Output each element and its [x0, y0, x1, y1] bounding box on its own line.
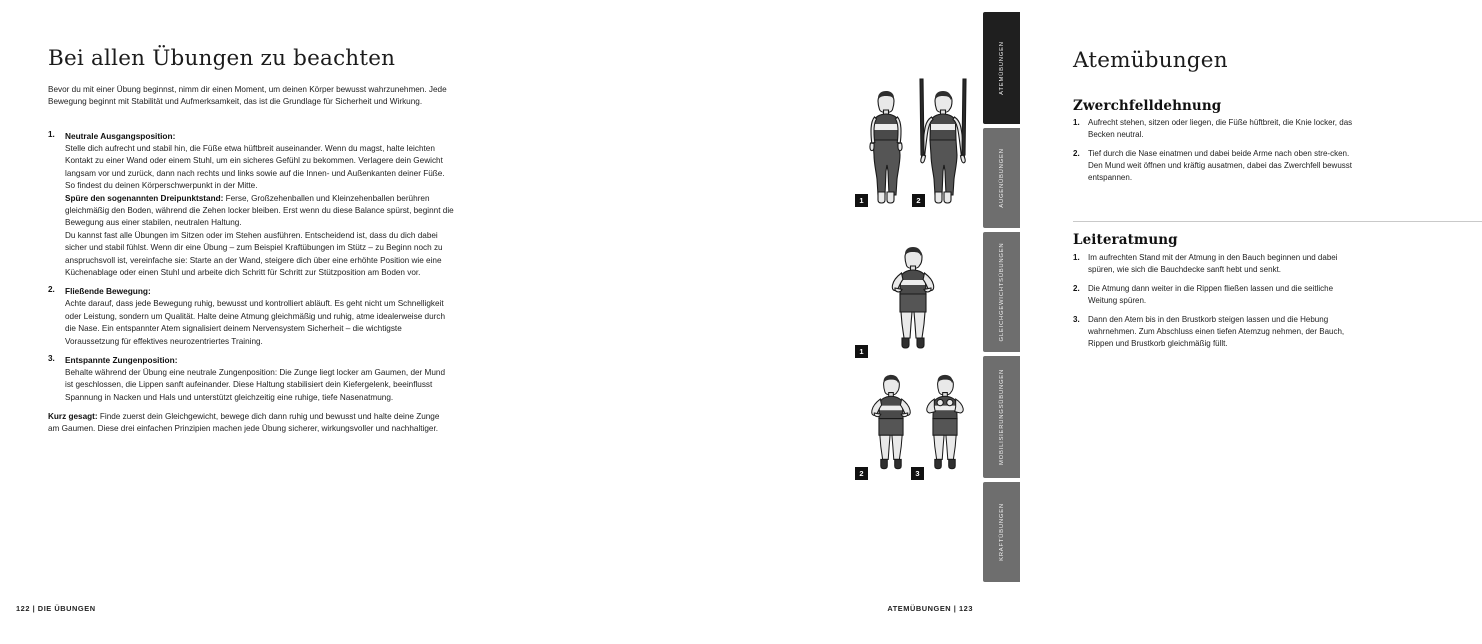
list-item-number: 1.: [48, 130, 55, 139]
list-item: [1073, 117, 1353, 141]
list-item-title: Entspannte Zungenposition:: [65, 354, 178, 365]
tab-label: ATEMÜBUNGEN: [998, 41, 1005, 95]
figure-badge: 2: [855, 467, 868, 480]
list-item-body: Behalte während der Übung eine neutrale Zungenposition: Die Zunge liegt locker am Gaumen, der Mund ist geschlossen, die Lippen sanft aufeinander. Diese Haltung stabilisiert dein Kiefergelenk, beeinflusst Spannung in Nacken und Hals und unterstützt gleichzeitig eine ruhige, tiefe Nasenatmung.: [65, 367, 446, 402]
list-item-number: 2.: [1073, 149, 1080, 158]
list-item-number: 3.: [48, 353, 55, 363]
sidebar-item-gleichgewichtsuebungen[interactable]: [983, 232, 1020, 352]
list-item-text: Die Atmung dann weiter in die Rippen fließen lassen und die seitliche Weitung spüren.: [1088, 284, 1334, 305]
figure-hands-on-ribs-icon: [865, 372, 917, 480]
list-item-text: Aufrecht stehen, sitzen oder liegen, die Füße hüftbreit, die Knie locker, das Becken neutral.: [1088, 118, 1353, 139]
list-item-body: Achte darauf, dass jede Bewegung ruhig, bewusst und kontrolliert abläuft. Es geht nicht um Schnelligkeit oder Leistung, sondern um Qualität. Halte deine Atmung gleichmäßig und ruhig, atme idealerweise durch die Nase. Ein entspannter Atem signalisiert deinem Nervensystem Sicherheit – die wichtigste Voraussetzung für effektives neurozentriertes Training.: [65, 299, 446, 346]
list-item: [1073, 148, 1353, 184]
list-item-number: 2.: [1073, 284, 1080, 293]
list-item-title: Fließende Bewegung:: [65, 286, 151, 297]
summary-rest: Finde zuerst dein Gleichgewicht, bewege dich dann ruhig und bewusst und halte deine Zunge am Gaumen. Diese drei einfachen Prinzipien machen jede Übung sicherer, wirkungsvoller und nachhaltiger.: [48, 412, 440, 434]
tab-label: AUGENÜBUNGEN: [998, 148, 1005, 208]
tab-label: KRAFTÜBUNGEN: [998, 503, 1005, 561]
steps-list-zwerchfelldehnung: [1073, 117, 1353, 191]
figure-standing-arms-down-icon: [863, 89, 909, 207]
section-title-zwerchfelldehnung: Zwerchfelldehnung: [1073, 98, 1222, 114]
illustration-zwerchfelldehnung: [855, 72, 975, 207]
figure-badge: 2: [912, 194, 925, 207]
principles-list: [48, 130, 455, 410]
sidebar-item-augenuebungen[interactable]: [983, 128, 1020, 228]
footer-left: 122 | DIE ÜBUNGEN: [16, 604, 96, 613]
figure-badge: 3: [911, 467, 924, 480]
list-item: [48, 285, 455, 348]
footer-right: ATEMÜBUNGEN | 123: [887, 604, 973, 613]
figure-badge: 1: [855, 194, 868, 207]
list-item: [48, 130, 455, 279]
list-item-number: 1.: [1073, 118, 1080, 127]
list-item-text: Tief durch die Nase einatmen und dabei beide Arme nach oben stre-cken. Den Mund weit öffnen und kräftig ausatmen, dabei das Zwerchfell bewusst entspannen.: [1088, 149, 1352, 182]
list-item: [1073, 252, 1358, 276]
figure-badge: 1: [855, 345, 868, 358]
list-item-text: Dann den Atem bis in den Brustkorb steigen lassen und die Hebung wahrnehmen. Zum Abschluss einen tiefen Atemzug nehmen, der Bauch, Rippen und Brustkorb gleichmäßig füllt.: [1088, 315, 1345, 348]
sidebar-item-kraftuebungen[interactable]: [983, 482, 1020, 582]
right-page-title: Atemübungen: [1073, 48, 1228, 73]
list-item-title: Neutrale Ausgangsposition:: [65, 131, 176, 141]
left-page-title: Bei allen Übungen zu beachten: [48, 46, 396, 71]
list-item-number: 2.: [48, 285, 55, 295]
illustration-leiteratmung-step23: [855, 362, 975, 480]
list-item-body-extra: Du kannst fast alle Übungen im Sitzen oder im Stehen ausführen. Entscheidend ist, dass du dich dabei sicher und stabil fühlst. Wenn dir eine Übung – zum Beispiel Kraftübungen im Stütz – zu Beginn noch zu anspruchsvoll ist, vereinfache sie: Starte an der Wand, steigere dich über eine erhöhte Position wie eine Küchenablage oder einen Stuhl und arbeite dich Schritt für Schritt zur Stützposition am Boden vor.: [65, 230, 443, 277]
tab-label: GLEICHGEWICHTSÜBUNGEN: [998, 242, 1005, 342]
sidebar-item-atemuebungen[interactable]: [983, 12, 1020, 124]
list-item: [48, 354, 455, 404]
sidebar-item-mobilisierungsuebungen[interactable]: [983, 356, 1020, 478]
inline-bold-rest: Ferse, Großzehenballen und Kleinzehenballen berühren gleichmäßig den Boden, während die Zehen locker bleiben. Erst wenn du diese Balance spürst, beginnt die Bewegung aus einer stabilen, neutralen Haltung.: [65, 193, 454, 228]
left-page: [0, 0, 510, 644]
figure-hands-on-belly-icon: [885, 246, 941, 358]
list-item-number: 3.: [1073, 315, 1080, 324]
figure-hands-on-chest-icon: [919, 372, 971, 480]
summary-lead: Kurz gesagt:: [48, 412, 98, 421]
list-item: [1073, 283, 1358, 307]
list-item-text: Im aufrechten Stand mit der Atmung in den Bauch beginnen und dabei spüren, wie sich die Bauchdecke sanft hebt und senkt.: [1088, 253, 1338, 274]
list-item-number: 1.: [1073, 253, 1080, 262]
list-item-body: Stelle dich aufrecht und stabil hin, die Füße etwa hüftbreit auseinander. Wenn du magst, halte leichten Kontakt zu einer Wand oder einem Stuhl, um ein sicheres Gefühl zu bekommen. Verlagere dein Gewicht langsam vor und zurück, dann nach rechts und links sowie auf die Innen- und Außenkanten deiner Füße. So findest du deinen Körperschwerpunkt in der Mitte.: [65, 143, 445, 191]
illustration-leiteratmung-step1: [855, 238, 975, 358]
left-page-intro-paragraph: Bevor du mit einer Übung beginnst, nimm dir einen Moment, um deinen Körper bewusst wahrzunehmen. Jede Bewegung beginnt mit Stabilität und Aufmerksamkeit, das ist die Grundlage für Sicherheit und Wirkung.: [48, 85, 447, 107]
section-divider: [1073, 221, 1482, 222]
summary-paragraph: [48, 411, 451, 436]
inline-bold-lead: Spüre den sogenannten Dreipunktstand:: [65, 193, 224, 203]
list-item: [1073, 314, 1358, 350]
list-item-body-highlight: [65, 193, 455, 230]
section-title-leiteratmung: Leiteratmung: [1073, 232, 1178, 248]
side-tab-navigation[interactable]: [983, 12, 1020, 586]
steps-list-leiteratmung: [1073, 252, 1358, 357]
tab-label: MOBILISIERUNGSÜBUNGEN: [998, 369, 1005, 465]
figure-standing-arms-up-icon: [917, 72, 969, 207]
